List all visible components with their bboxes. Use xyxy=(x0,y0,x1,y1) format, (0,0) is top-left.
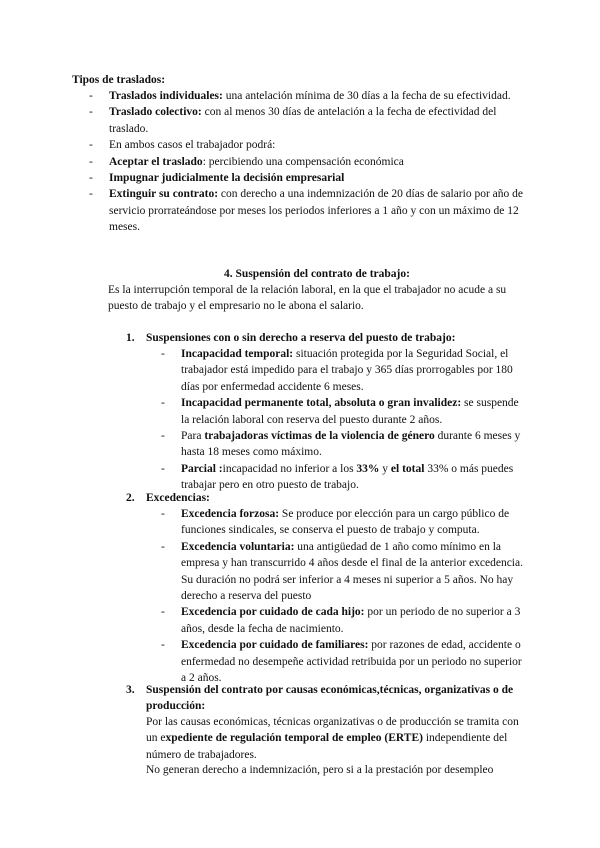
sub3-title: 3. Suspensión del contrato por causas económicas,técnicas, organizativas o de producción: xyxy=(126,684,514,713)
list-item: - Impugnar judicialmente la decisión empresarial xyxy=(89,172,345,185)
sub1-title: 1. Suspensiones con o sin derecho a reserva del puesto de trabajo: xyxy=(126,332,456,344)
section-4-intro: Es la interrupción temporal de la relación laboral, en la que el trabajador no acude a su puesto de trabajo y el empresario no le abona el salario. xyxy=(108,284,507,313)
sub2-title: 2. Excedencias: xyxy=(126,492,210,504)
list-item: - Incapacidad permanente total, absoluta o gran invalidez: se suspende la relación laboral con reserva del puesto durante 2 años. xyxy=(161,397,519,426)
tipos-list xyxy=(89,88,527,236)
list-item: - Incapacidad temporal: situación protegida por la Seguridad Social, el trabajador está impedido para el trabajo y 365 días prorrogables por 180 días por enfermedad accidente 6 meses. xyxy=(161,348,513,393)
list-item: - Excedencia forzosa: Se produce por elección para un cargo público de funciones sindicales, se conserva el puesto de trabajo y computa. xyxy=(161,508,510,537)
list-item: - Excedencia por cuidado de familiares: por razones de edad, accidente o enfermedad no desempeñe actividad retribuida por un periodo no superior a 2 años. xyxy=(161,639,522,685)
list-item: - Excedencia voluntaria: una antigüedad de 1 año como mínimo en la empresa y han transcurrido 4 años desde el final de la anterior excedencia. Su duración no podrá ser inferior a 4 meses ni superior a 5 años. No hay derecho a reserva del puesto xyxy=(161,540,523,603)
list-item: - Traslados individuales: una antelación mínima de 30 días a la fecha de su efectividad. xyxy=(89,90,511,102)
list-item: - Traslado colectivo: con al menos 30 días de antelación a la fecha de efectividad del traslado. xyxy=(89,106,497,135)
sub1-list xyxy=(161,346,527,494)
section-4-title: 4. Suspensión del contrato de trabajo: xyxy=(224,268,410,280)
list-item: - Aceptar el traslado: percibiendo una compensación económica xyxy=(89,155,404,168)
list-item: - Excedencia por cuidado de cada hijo: por un periodo de no superior a 3 años, desde la fecha de nacimiento. xyxy=(161,606,521,635)
list-item: - Extinguir su contrato: con derecho a una indemnización de 20 días de salario por año de servicio prorrateándose por meses los periodos inferiores a 1 año y con un máximo de 12 meses. xyxy=(89,188,523,234)
list-item: - Para trabajadoras víctimas de la violencia de género durante 6 meses y hasta 18 meses como máximo. xyxy=(161,430,521,459)
sub3-paragraph-2: No generan derecho a indemnización, pero si a la prestación por desempleo xyxy=(146,764,494,776)
list-item: - En ambos casos el trabajador podrá: xyxy=(89,139,276,152)
list-item: - Parcial :incapacidad no inferior a los 33% y el total 33% o más puedes trabajar pero en otro puesto de trabajo. xyxy=(161,462,514,492)
heading-tipos: Tipos de traslados: xyxy=(72,74,166,86)
sub2-list xyxy=(161,506,527,686)
sub3-paragraph: Por las causas económicas, técnicas organizativas o de producción se tramita con un expediente de regulación temporal de empleo (ERTE) independiente del número de trabajadores. xyxy=(146,716,519,761)
